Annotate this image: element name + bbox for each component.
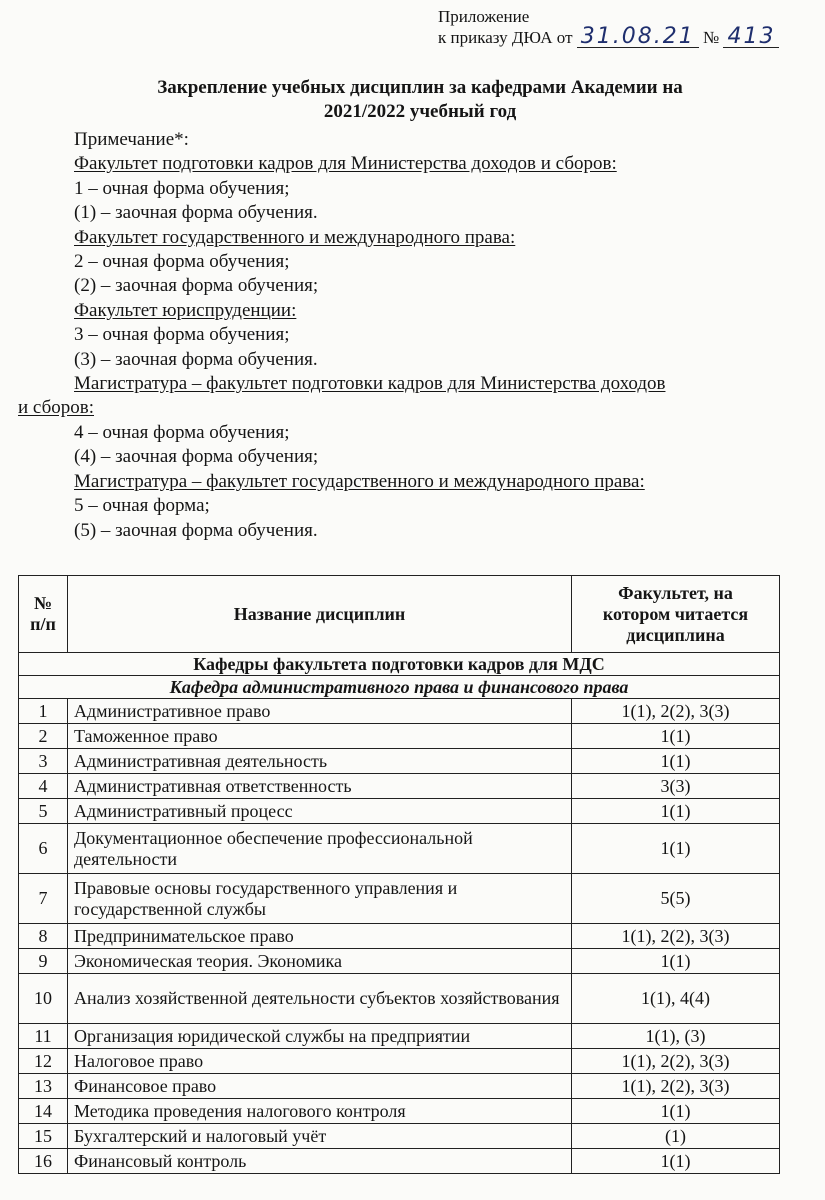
row-number: 13 (19, 1074, 68, 1099)
disciplines-table (18, 575, 780, 1174)
discipline-name: Административная ответственность (68, 774, 572, 799)
row-number: 10 (19, 974, 68, 1024)
header-number: № п/п (19, 576, 68, 653)
table-row (19, 724, 780, 749)
note-line (18, 128, 778, 152)
order-number: 413 (723, 28, 779, 48)
row-number: 4 (19, 774, 68, 799)
table-row (19, 1099, 780, 1124)
header-faculty: Факультет, на котором читается дисциплина (572, 576, 780, 653)
note-text: 1 – очная форма обучения; (74, 177, 290, 199)
note-text: 5 – очная форма; (74, 495, 210, 517)
table-row (19, 1149, 780, 1174)
title-line-1: Закрепление учебных дисциплин за кафедрами Академии на (157, 77, 683, 98)
document-title (60, 76, 780, 124)
row-number: 1 (19, 699, 68, 724)
note-text: (5) – заочная форма обучения. (74, 519, 318, 541)
row-number: 5 (19, 799, 68, 824)
table-row (19, 699, 780, 724)
note-text: Примечание*: (74, 129, 189, 150)
table-row (19, 774, 780, 799)
note-text: Факультет юриспруденции: (74, 299, 297, 321)
table-row (19, 974, 780, 1024)
appendix-label: Приложение (438, 7, 530, 26)
note-line (18, 177, 778, 201)
row-number: 6 (19, 824, 68, 874)
table-row (19, 874, 780, 924)
faculty-codes: 1(1) (572, 749, 780, 774)
row-number: 16 (19, 1149, 68, 1174)
row-number: 2 (19, 724, 68, 749)
row-number: 8 (19, 924, 68, 949)
faculty-codes: 1(1), 2(2), 3(3) (572, 924, 780, 949)
row-number: 9 (19, 949, 68, 974)
discipline-name: Финансовое право (68, 1074, 572, 1099)
faculty-codes: 1(1) (572, 799, 780, 824)
discipline-name: Организация юридической службы на предприятии (68, 1024, 572, 1049)
discipline-name: Предпринимательское право (68, 924, 572, 949)
department-title: Кафедры факультета подготовки кадров для МДС (19, 653, 780, 676)
table-row (19, 924, 780, 949)
note-line (18, 445, 778, 469)
note-line (18, 396, 778, 420)
note-line (18, 250, 778, 274)
row-number: 14 (19, 1099, 68, 1124)
faculty-codes: 1(1) (572, 724, 780, 749)
faculty-codes: (1) (572, 1124, 780, 1149)
faculty-codes: 1(1), 2(2), 3(3) (572, 1074, 780, 1099)
note-text: (1) – заочная форма обучения. (74, 202, 318, 224)
department-row (19, 653, 780, 676)
notes-section (18, 128, 778, 543)
note-text: 2 – очная форма обучения; (74, 251, 290, 273)
number-sign: № (702, 28, 720, 47)
discipline-name: Методика проведения налогового контроля (68, 1099, 572, 1124)
row-number: 7 (19, 874, 68, 924)
discipline-name: Финансовый контроль (68, 1149, 572, 1174)
faculty-codes: 1(1), 2(2), 3(3) (572, 1049, 780, 1074)
header-discipline-name: Название дисциплин (68, 576, 572, 653)
table-row (19, 824, 780, 874)
faculty-codes: 1(1), 4(4) (572, 974, 780, 1024)
faculty-codes: 1(1), (3) (572, 1024, 780, 1049)
appendix-block (438, 6, 779, 48)
table-row (19, 1124, 780, 1149)
note-line (18, 348, 778, 372)
table-row (19, 1024, 780, 1049)
faculty-codes: 1(1), 2(2), 3(3) (572, 699, 780, 724)
note-line (18, 274, 778, 298)
note-line (18, 372, 778, 396)
note-line (18, 299, 778, 323)
note-line (18, 519, 778, 543)
row-number: 12 (19, 1049, 68, 1074)
discipline-name: Документационное обеспечение профессиональной деятельности (68, 824, 572, 874)
table-row (19, 1074, 780, 1099)
faculty-codes: 1(1) (572, 824, 780, 874)
table-row (19, 1049, 780, 1074)
note-text: Факультет государственного и международного права: (74, 226, 516, 248)
faculty-codes: 5(5) (572, 874, 780, 924)
note-line (18, 421, 778, 445)
discipline-name: Бухгалтерский и налоговый учёт (68, 1124, 572, 1149)
discipline-name: Административная деятельность (68, 749, 572, 774)
discipline-name: Административный процесс (68, 799, 572, 824)
discipline-name: Налоговое право (68, 1049, 572, 1074)
note-line (18, 323, 778, 347)
table-row (19, 799, 780, 824)
note-text: 3 – очная форма обучения; (74, 324, 290, 346)
note-line (18, 152, 778, 176)
row-number: 3 (19, 749, 68, 774)
note-text: Факультет подготовки кадров для Министерства доходов и сборов: (74, 153, 617, 175)
row-number: 11 (19, 1024, 68, 1049)
order-reference (438, 24, 779, 49)
faculty-codes: 1(1) (572, 949, 780, 974)
discipline-name: Экономическая теория. Экономика (68, 949, 572, 974)
title-line-2: 2021/2022 учебный год (323, 101, 517, 122)
note-text: (2) – заочная форма обучения; (74, 275, 319, 297)
note-line (18, 470, 778, 494)
table-row (19, 949, 780, 974)
faculty-codes: 1(1) (572, 1099, 780, 1124)
faculty-codes: 1(1) (572, 1149, 780, 1174)
table-header-row (19, 576, 780, 653)
table-row (19, 749, 780, 774)
faculty-codes: 3(3) (572, 774, 780, 799)
note-text: и сборов: (18, 397, 94, 419)
note-text: Магистратура – факультет подготовки кадров для Министерства доходов (74, 373, 666, 395)
subdepartment-row (19, 676, 780, 699)
row-number: 15 (19, 1124, 68, 1149)
discipline-name: Административное право (68, 699, 572, 724)
discipline-name: Правовые основы государственного управления и государственной службы (68, 874, 572, 924)
note-line (18, 201, 778, 225)
note-text: Магистратура – факультет государственного и международного права: (74, 470, 645, 492)
note-line (18, 226, 778, 250)
order-prefix: к приказу ДЮА от (438, 28, 573, 47)
discipline-name: Анализ хозяйственной деятельности субъектов хозяйствования (68, 974, 572, 1024)
note-line (18, 494, 778, 518)
note-text: 4 – очная форма обучения; (74, 421, 290, 443)
subdepartment-title: Кафедра административного права и финансового права (19, 676, 780, 699)
order-date: 31.08.21 (577, 28, 699, 48)
note-text: (4) – заочная форма обучения; (74, 446, 319, 468)
discipline-name: Таможенное право (68, 724, 572, 749)
note-text: (3) – заочная форма обучения. (74, 348, 318, 370)
